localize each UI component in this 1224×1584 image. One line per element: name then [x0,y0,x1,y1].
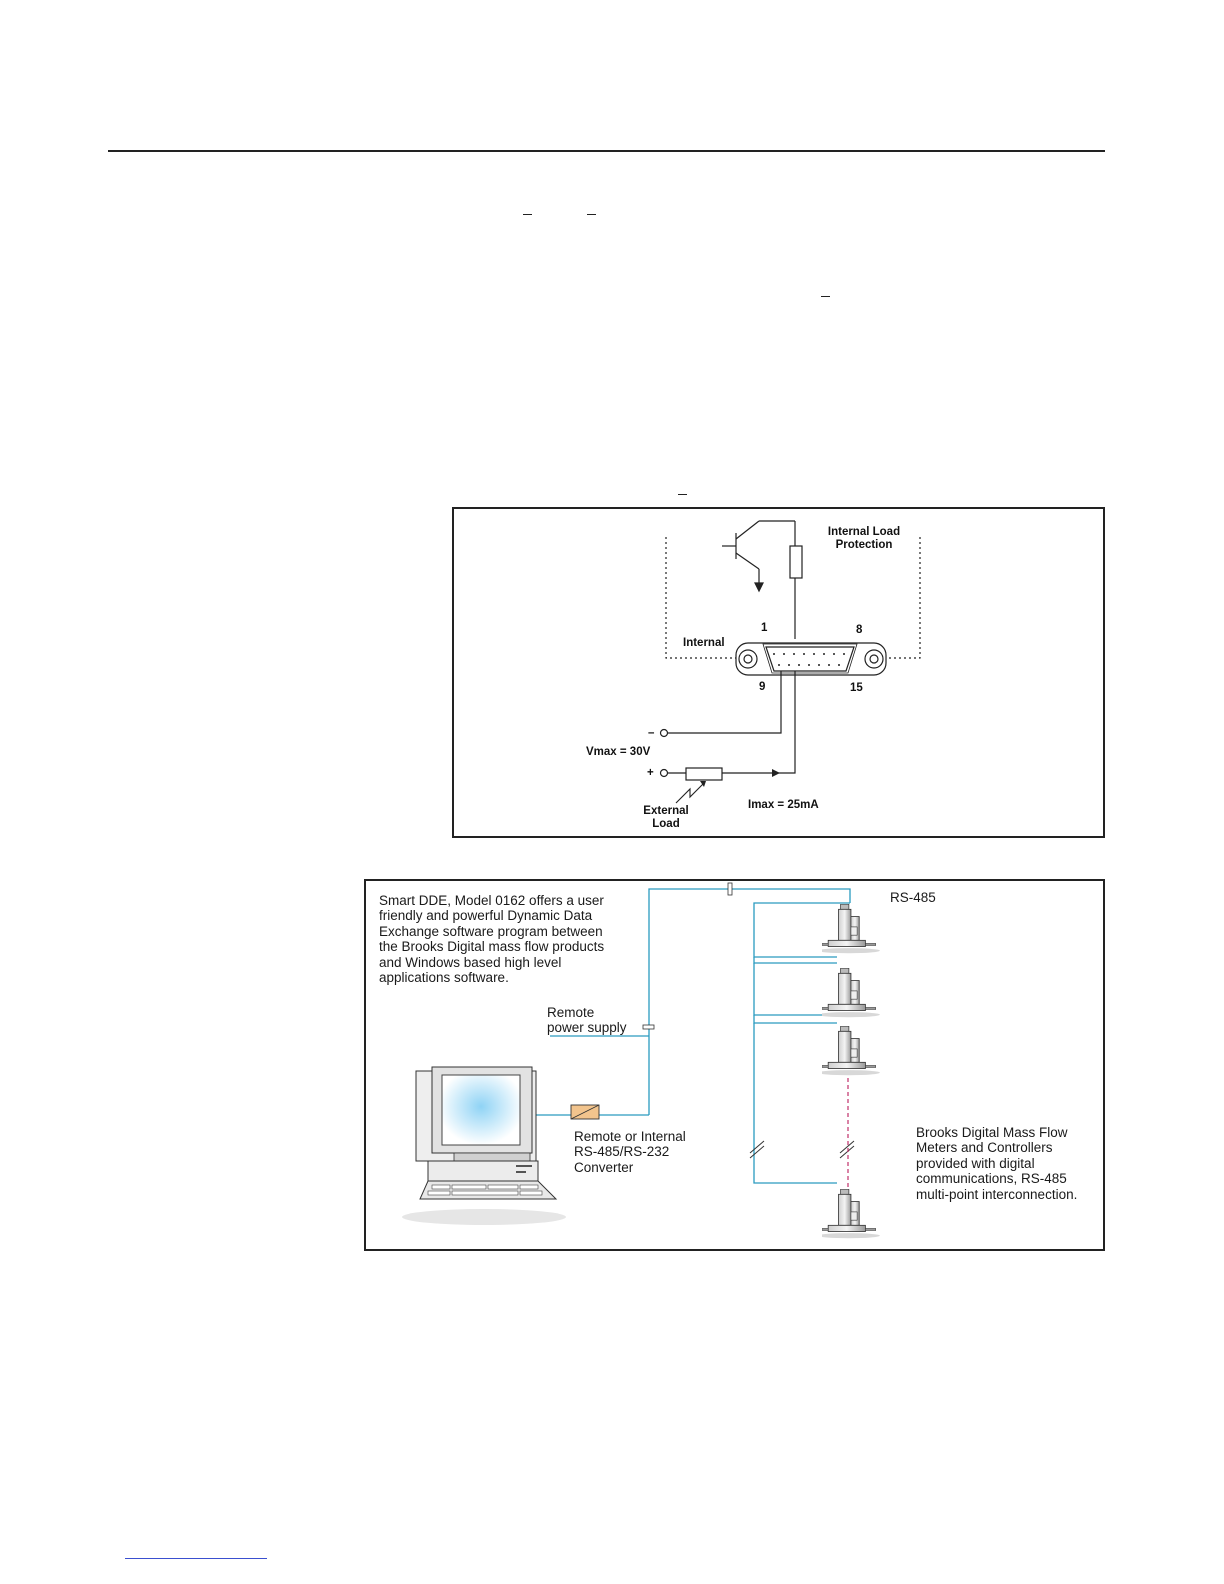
overbar-mark [821,296,830,297]
dsub-connector [736,643,886,675]
remote-power-supply-label: Remote power supply [547,1005,627,1036]
mfc-device-4 [818,1189,880,1238]
protection-resistor [790,546,802,578]
bus-junction [643,1025,654,1029]
output-circuit-figure [452,507,1105,838]
vmax-label: Vmax = 30V [586,746,651,758]
footnote-rule [125,1558,267,1559]
output-circuit-drawing [454,509,1107,840]
rs485-label: RS-485 [890,890,936,905]
minus-sign: – [648,727,655,739]
smart-dde-description: Smart DDE, Model 0162 offers a user friendly and powerful Dynamic Data Exchange software program between the Brooks Digital mass flow products and Windows based high level applications software. [379,893,605,986]
pin-8-label: 8 [856,624,863,636]
mfc-device-3 [818,1026,880,1075]
external-load-label: External Load [643,805,689,830]
line-break-mark [750,1141,854,1158]
external-load-resistor [686,768,722,780]
internal-label: Internal [683,637,725,649]
brooks-devices-description: Brooks Digital Mass Flow Meters and Controllers provided with digital communications, RS-485 multi-point interconnection. [916,1125,1078,1202]
imax-label: Imax = 25mA [748,799,819,811]
rs485-network-figure [364,879,1105,1251]
overbar-mark [587,214,596,215]
converter-label: Remote or Internal RS-485/RS-232 Converter [574,1129,686,1175]
internal-load-protection-label: Internal Load Protection [827,526,901,551]
computer-illustration [402,1067,566,1225]
mfc-device-2 [818,968,880,1017]
pin-15-label: 15 [850,682,863,694]
transistor-symbol [722,521,795,591]
connector-pins [773,653,845,666]
bus-terminator-top [728,883,732,895]
pin-1-label: 1 [761,622,768,634]
internal-boundary-right [886,537,920,658]
header-rule [108,150,1105,152]
mfc-device-1 [818,904,880,953]
current-arrow [772,769,780,777]
negative-terminal [661,730,668,737]
variable-load-arrow [676,783,704,803]
positive-terminal [661,770,668,777]
pin-9-label: 9 [759,681,766,693]
plus-sign: + [647,767,654,779]
overbar-mark [678,494,687,495]
overbar-mark [523,214,532,215]
